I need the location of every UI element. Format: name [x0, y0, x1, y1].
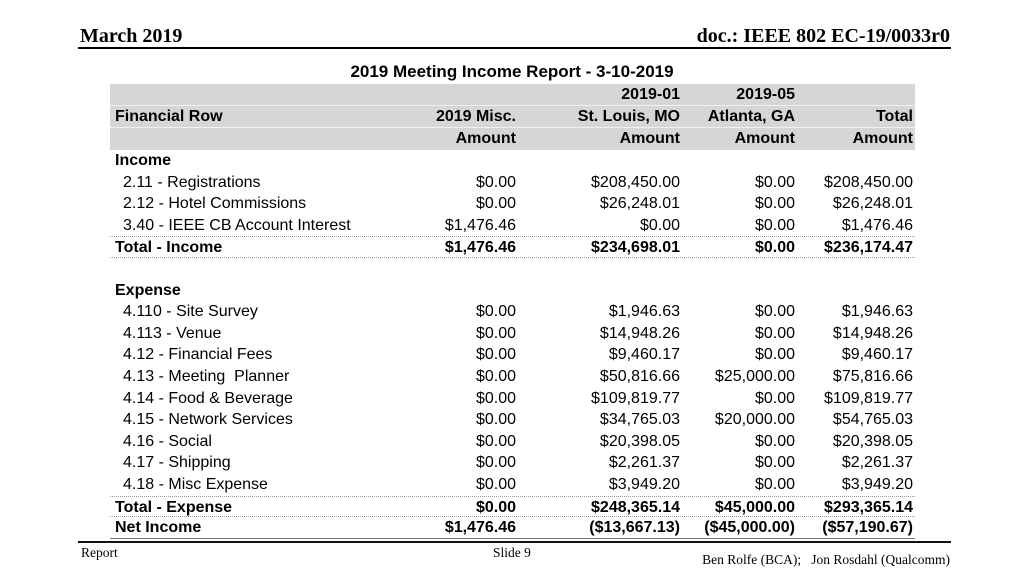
table-cell: $0.00: [475, 432, 516, 450]
table-row: [110, 150, 915, 172]
table-cell: $75,816.66: [832, 367, 913, 385]
table-cell: $0.00: [475, 475, 516, 493]
table-cell: 4.17 - Shipping: [123, 454, 231, 472]
header-cell: 2019-05: [736, 86, 795, 103]
table-cell: 4.15 - Network Services: [123, 411, 293, 429]
header-rule: [78, 47, 951, 49]
table-cell: $0.00: [475, 324, 516, 342]
page-title: 2019 Meeting Income Report - 3-10-2019: [350, 62, 674, 81]
table-cell: $26,248.01: [599, 195, 680, 213]
table-cell: $0.00: [754, 389, 795, 407]
table-cell: $54,765.03: [832, 411, 913, 429]
header-cell: Financial Row: [115, 108, 223, 125]
header-cell: 2019-01: [621, 86, 680, 103]
table-row: [110, 280, 915, 302]
table-cell: $2,261.37: [608, 454, 680, 472]
table-cell: $9,460.17: [841, 346, 913, 364]
header-cell: 2019 Misc.: [435, 108, 516, 125]
table-row: [110, 128, 915, 150]
table-cell: $0.00: [754, 216, 795, 234]
footer-report-label: Report: [81, 545, 118, 560]
table-cell: Total - Expense: [115, 498, 233, 516]
table-cell: $236,174.47: [824, 239, 913, 257]
table-cell: 4.14 - Food & Beverage: [123, 389, 293, 407]
table-row: [110, 388, 915, 410]
table-cell: $1,476.46: [444, 216, 516, 234]
table-cell: $34,765.03: [599, 411, 680, 429]
footer-rule: [78, 541, 951, 543]
table-row: [110, 496, 915, 518]
table-cell: $0.00: [754, 239, 795, 257]
table-cell: 4.12 - Financial Fees: [123, 346, 273, 364]
header-cell: Atlanta, GA: [707, 108, 795, 125]
footer-authors: Ben Rolfe (BCA); Jon Rosdahl (Qualcomm): [702, 552, 950, 567]
table-cell: Net Income: [115, 519, 202, 537]
table-row: [110, 409, 915, 431]
table-cell: $0.00: [475, 367, 516, 385]
table-row: [110, 106, 915, 128]
header-cell: Total: [875, 108, 913, 125]
table-cell: $3,949.20: [608, 475, 680, 493]
table-cell: 4.113 - Venue: [123, 324, 222, 342]
table-cell: $1,476.46: [841, 216, 913, 234]
table-cell: $14,948.26: [832, 324, 913, 342]
table-row: [110, 84, 915, 106]
table-header: [110, 84, 915, 150]
header-cell: Amount: [734, 130, 795, 148]
table-cell: Income: [115, 152, 172, 169]
table-cell: $1,476.46: [444, 519, 516, 537]
document-number: doc.: IEEE 802 EC-19/0033r0: [696, 25, 950, 47]
table-cell: $293,365.14: [824, 498, 913, 516]
table-row: [110, 452, 915, 474]
table-row: [110, 344, 915, 366]
table-cell: $50,816.66: [599, 367, 680, 385]
header-cell: Amount: [455, 130, 516, 148]
table-cell: $0.00: [754, 346, 795, 364]
table-cell: $14,948.26: [599, 324, 680, 342]
table-row: [110, 474, 915, 496]
table-cell: $3,949.20: [841, 475, 913, 493]
table-row: [110, 431, 915, 453]
table-cell: $0.00: [639, 216, 680, 234]
table-cell: $208,450.00: [824, 173, 913, 191]
income-report-table: [110, 84, 915, 539]
table-cell: $20,398.05: [599, 432, 680, 450]
table-cell: $0.00: [754, 454, 795, 472]
table-row: [110, 215, 915, 237]
table-cell: $0.00: [475, 303, 516, 321]
table-cell: 3.40 - IEEE CB Account Interest: [123, 216, 351, 234]
table-row: [110, 258, 915, 280]
table-cell: $234,698.01: [591, 239, 680, 257]
table-cell: $9,460.17: [608, 346, 680, 364]
table-row: [110, 366, 915, 388]
table-cell: 4.110 - Site Survey: [123, 303, 258, 321]
table-cell: 2.11 - Registrations: [123, 173, 261, 191]
table-cell: $0.00: [754, 324, 795, 342]
table-cell: $0.00: [475, 195, 516, 213]
table-cell: Expense: [115, 281, 181, 299]
table-cell: $0.00: [754, 432, 795, 450]
table-cell: $1,946.63: [841, 303, 913, 321]
table-cell: Total - Income: [115, 239, 223, 257]
table-cell: 4.13 - Meeting Planner: [123, 367, 290, 385]
table-cell: $0.00: [475, 454, 516, 472]
table-cell: 4.18 - Misc Expense: [123, 475, 268, 493]
table-cell: ($13,667.13): [589, 519, 680, 537]
table-row: [110, 172, 915, 194]
table-cell: $26,248.01: [832, 195, 913, 213]
table-cell: 4.16 - Social: [123, 432, 212, 450]
table-body: [110, 150, 915, 539]
table-row: [110, 236, 915, 258]
table-cell: $25,000.00: [714, 367, 795, 385]
table-cell: $0.00: [475, 498, 516, 516]
table-cell: $0.00: [754, 475, 795, 493]
table-row: [110, 517, 915, 539]
table-cell: $0.00: [475, 346, 516, 364]
table-cell: $2,261.37: [841, 454, 913, 472]
table-cell: $0.00: [754, 173, 795, 191]
table-cell: $109,819.77: [824, 389, 913, 407]
header-cell: St. Louis, MO: [577, 108, 680, 125]
table-cell: $109,819.77: [591, 389, 680, 407]
table-cell: $0.00: [475, 389, 516, 407]
table-cell: $0.00: [475, 173, 516, 191]
document-date: March 2019: [80, 25, 183, 47]
table-cell: $0.00: [475, 411, 516, 429]
table-cell: $0.00: [754, 303, 795, 321]
table-cell: $248,365.14: [591, 498, 680, 516]
table-cell: $1,476.46: [444, 239, 516, 257]
table-cell: $0.00: [754, 195, 795, 213]
table-cell: $20,000.00: [714, 411, 795, 429]
table-row: [110, 323, 915, 345]
table-row: [110, 301, 915, 323]
header-cell: Amount: [619, 130, 680, 148]
table-cell: ($57,190.67): [822, 519, 913, 537]
table-cell: $208,450.00: [591, 173, 680, 191]
table-cell: $1,946.63: [608, 303, 680, 321]
slide-number: Slide 9: [493, 545, 531, 560]
table-cell: $20,398.05: [832, 432, 913, 450]
header-cell: Amount: [852, 130, 913, 148]
table-cell: ($45,000.00): [704, 519, 795, 537]
table-cell: $45,000.00: [714, 498, 795, 516]
table-row: [110, 193, 915, 215]
table-cell: 2.12 - Hotel Commissions: [123, 195, 307, 213]
